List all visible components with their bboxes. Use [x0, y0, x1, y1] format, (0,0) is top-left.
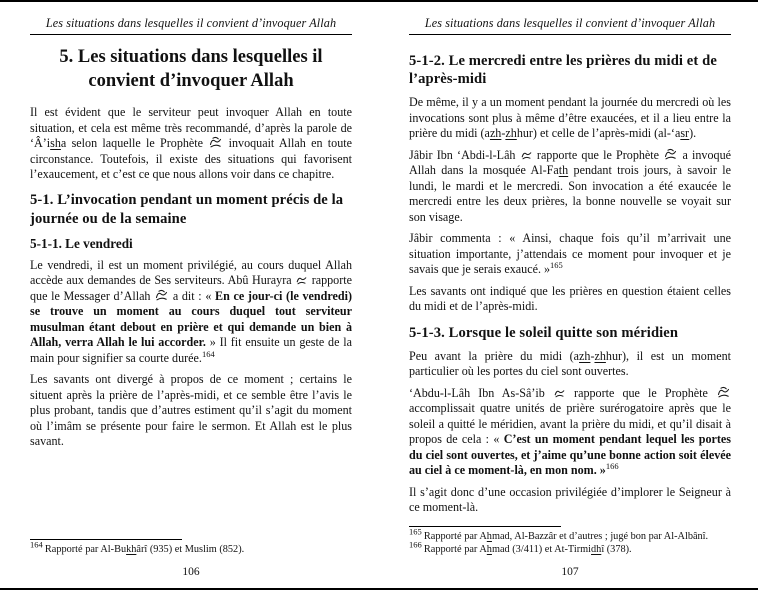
text-run: sr	[680, 126, 690, 141]
paragraph	[409, 386, 731, 479]
text-run: »	[596, 463, 606, 478]
footnote-ref: 164	[201, 348, 215, 359]
text-run: En ce jour-ci (le vendredi) se trouve un moment au cours duquel tout serviteur musulman étant debout en prière et qui demande un bien à Allah, verra Allah le lui accorder.	[30, 288, 352, 350]
footnote	[409, 540, 731, 557]
text-run: accomplissait quatre unités de prière surérogatoire après que le soleil a quitté le méridien, avant la prière du midi, et qu’il disait à propos de cela : «	[409, 401, 731, 447]
pbuh-symbol	[717, 386, 730, 398]
paragraph	[409, 349, 731, 380]
text-run: 5. Les situations dans lesquelles il convient d’invoquer Allah	[59, 47, 323, 92]
text-run: De même, il y a un moment pendant la journée du mercredi où les invocations sont plus à même d’être exaucées, et il a lieu entre la prière du midi (a	[409, 95, 731, 141]
text-run: zh	[489, 126, 502, 141]
text-run: mad (3/411) et At-Tirmi	[491, 544, 592, 556]
chapter-title	[30, 45, 352, 93]
text-run: Jâbir Ibn ‘Abdi-l-Lâh	[409, 147, 520, 162]
text-run: dh	[591, 544, 602, 556]
text-run: Peu avant la prière du midi (a	[409, 348, 580, 363]
page-number: 107	[561, 566, 579, 578]
paragraph	[409, 148, 731, 225]
text-run: rapporte que le Messager d’Allah	[30, 273, 352, 303]
text-run: zh	[594, 348, 606, 363]
text-run: Jâbir commenta : « Ainsi, chaque fois qu’il m’arrivait une situation importante, j’attendais ce moment pour invoquer et je savais que je serais exaucé. »	[409, 231, 731, 277]
ra-symbol	[521, 150, 532, 160]
page-number: 106	[182, 566, 200, 578]
page-content	[30, 35, 352, 539]
text-run: Les savants ont indiqué que les prières en question étaient celles du midi et de l’après-midi.	[409, 283, 731, 314]
running-head: Les situations dans lesquelles il convient d’invoquer Allah	[45, 16, 337, 30]
text-run: 5-1. L’invocation pendant un moment précis de la journée ou de la semaine	[30, 192, 344, 227]
text-run: Rapporté par A	[423, 544, 487, 556]
footnote-ref: 165	[550, 260, 563, 271]
paragraph	[30, 372, 352, 449]
footnote-number: 165	[409, 526, 424, 537]
footnote-ref: 166	[605, 461, 619, 472]
text-run: rapporte que le Prophète	[565, 385, 717, 400]
ra-symbol	[296, 275, 307, 285]
text-run: a invoqué Allah dans la mosquée Al-Fa	[409, 147, 731, 178]
paragraph	[30, 105, 352, 182]
text-run: -	[501, 126, 506, 141]
page-footer	[30, 539, 352, 578]
text-run: Il s’agit donc d’une occasion privilégiée d’implorer le Seigneur à ce moment-là.	[409, 484, 731, 515]
text-run: Les savants ont divergé à propos de ce moment ; certains le situent après la prière de l’après-midi, et ce semble être l’avis le plus probant, tandis que d’autres estiment qu’il s’agit du moment où l’imâm se présente pour faire le sermon. Et Allah est le plus savant.	[30, 372, 352, 449]
subsection-heading	[30, 236, 352, 252]
text-run: ‘Abdu-l-Lâh Ibn As-Sâ’ib	[409, 385, 553, 400]
text-run: C’est un moment pendant lequel les portes du ciel sont ouvertes, et j’aime qu’une bonne action soit élevée au ciel à ce moment-là, en mon nom.	[409, 432, 731, 478]
paragraph	[409, 485, 731, 516]
text-run: 5-1-2. Le mercredi entre les prières du midi et de l’après-midi	[409, 53, 717, 88]
pbuh-symbol	[155, 289, 168, 301]
text-run: -	[590, 348, 595, 363]
text-run: a selon laquelle le Prophète	[60, 136, 209, 151]
pages-container	[0, 2, 758, 588]
section-heading	[30, 191, 352, 227]
section-heading	[409, 52, 731, 88]
page-content	[409, 35, 731, 526]
paragraph	[409, 231, 731, 277]
text-run: zh	[505, 126, 517, 141]
footnote-separator	[30, 539, 182, 540]
running-head: Les situations dans lesquelles il convient d’invoquer Allah	[424, 16, 716, 30]
text-run: Il est évident que le serviteur peut invoquer Allah en toute situation, et cela est même très recommandé, d’après la parole de ‘Â’i	[30, 105, 352, 151]
footnote-number: 164	[30, 540, 45, 550]
pbuh-symbol	[664, 148, 677, 160]
text-run: kh	[126, 544, 137, 556]
section-heading	[409, 324, 731, 342]
text-run: zh	[579, 348, 591, 363]
text-run: 5-1-3. Lorsque le soleil quitte son méridien	[409, 324, 679, 341]
text-run: sh	[50, 136, 61, 151]
footnote	[30, 540, 352, 557]
page-left	[0, 2, 379, 588]
footnote	[409, 526, 731, 544]
text-run: a dit : «	[169, 288, 216, 303]
footnote-number: 166	[409, 540, 424, 550]
text-run: rapporte que le Prophète	[532, 147, 664, 162]
footnote-separator	[409, 526, 561, 527]
text-run: î (378).	[601, 544, 632, 556]
footnotes	[30, 540, 352, 557]
ra-symbol	[554, 388, 565, 398]
text-run: pendant trois jours, à savoir le lundi, le mardi et le mercredi. Son invocation a été exaucée le mercredi entre les deux prières, la bonne nouvelle se voyait sur son visage.	[409, 163, 731, 224]
footnotes	[409, 526, 731, 557]
text-run: 5-1-1. Le vendredi	[30, 235, 133, 251]
paragraph	[30, 258, 352, 366]
paragraph	[409, 95, 731, 141]
page-right	[379, 2, 758, 588]
paragraph	[409, 284, 731, 315]
text-run: th	[558, 163, 569, 178]
text-run: ârî (935) et Muslim (852).	[136, 544, 245, 556]
text-run: Le vendredi, il est un moment privilégié, au cours duquel Allah accède aux demandes de Ses serviteurs. Abû Hurayra	[30, 257, 352, 288]
text-run: » Il fit ensuite un geste de la main pour signifier sa courte durée.	[30, 335, 352, 365]
text-run: Rapporté par A	[423, 530, 487, 542]
page-footer	[409, 526, 731, 578]
text-run: ).	[689, 126, 697, 141]
text-run: Rapporté par Al-Bu	[44, 544, 127, 556]
text-run: h	[486, 530, 492, 542]
text-run: hur), il est un moment particulier où les portes du ciel sont ouvertes.	[409, 348, 731, 379]
pbuh-symbol	[209, 136, 222, 148]
text-run: mad, Al-Bazzâr et d’autres ; jugé bon par Al-Albânî.	[491, 530, 709, 542]
text-run: hur) et celle de l’après-midi (al-‘a	[516, 126, 681, 141]
text-run: invoquait Allah en toute circonstance. Toutefois, il existe des situations qui favorisent l’exaucement, et c’est ce que nous allons voir dans ce chapitre.	[30, 136, 352, 181]
text-run: h	[486, 544, 492, 556]
